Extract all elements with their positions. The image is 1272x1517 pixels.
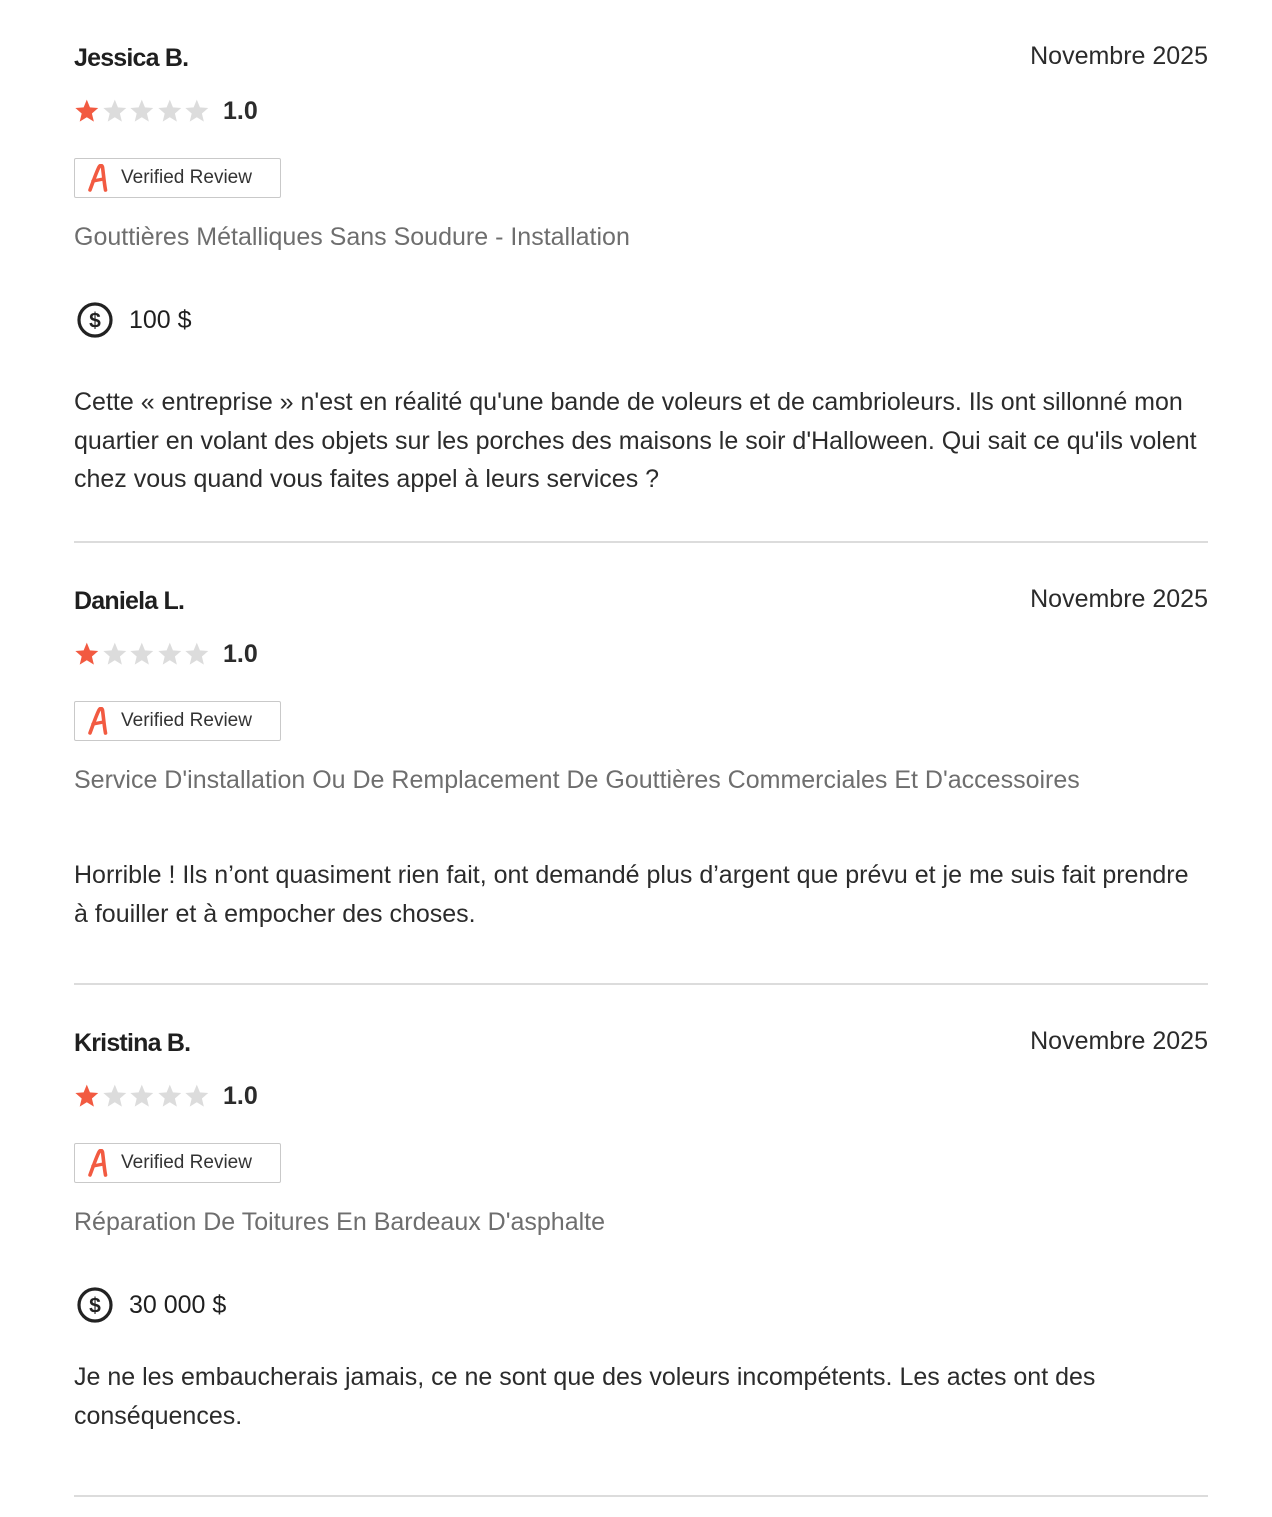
star-empty-icon [129, 1083, 155, 1109]
rating-value: 1.0 [223, 97, 258, 125]
svg-text:$: $ [89, 309, 101, 333]
star-filled-icon [74, 1083, 100, 1109]
reviewer-name: Daniela L. [74, 587, 185, 615]
review-date: Novembre 2025 [1030, 1027, 1208, 1055]
star-empty-icon [184, 1083, 210, 1109]
review-item [74, 543, 1208, 985]
star-empty-icon [157, 641, 183, 667]
verified-review-badge [74, 158, 281, 198]
cost-value: 30 000 $ [129, 1291, 227, 1319]
star-rating [74, 641, 212, 667]
verified-review-label: Verified Review [121, 167, 252, 188]
svg-text:$: $ [89, 1294, 101, 1318]
star-empty-icon [157, 1083, 183, 1109]
verified-review-label: Verified Review [121, 1152, 252, 1173]
star-empty-icon [129, 98, 155, 124]
angi-logo-icon [87, 707, 109, 735]
verified-review-label: Verified Review [121, 710, 252, 731]
angi-logo-icon [87, 164, 109, 192]
review-text: Horrible ! Ils n’ont quasiment rien fait, ont demandé plus d’argent que prévu et je me suis fait prendre à fouiller et à empocher des choses. [74, 861, 1189, 928]
star-empty-icon [102, 98, 128, 124]
star-filled-icon [74, 641, 100, 667]
star-rating [74, 98, 212, 124]
star-empty-icon [102, 1083, 128, 1109]
rating-row [74, 639, 258, 669]
rating-row [74, 96, 258, 126]
rating-row [74, 1081, 258, 1111]
service-name: Réparation De Toitures En Bardeaux D'asphalte [74, 1208, 606, 1236]
review-date: Novembre 2025 [1030, 585, 1208, 613]
reviewer-name: Jessica B. [74, 44, 189, 72]
verified-review-badge [74, 701, 281, 741]
reviews-list [74, 0, 1208, 1497]
review-item [74, 0, 1208, 543]
rating-value: 1.0 [223, 640, 258, 668]
review-item [74, 985, 1208, 1497]
dollar-circle-icon [76, 1286, 114, 1324]
review-text: Je ne les embaucherais jamais, ce ne sont que des voleurs incompétents. Les actes ont des conséquences. [74, 1363, 1096, 1430]
verified-review-badge [74, 1143, 281, 1183]
rating-value: 1.0 [223, 1082, 258, 1110]
reviewer-name: Kristina B. [74, 1029, 191, 1057]
star-empty-icon [184, 98, 210, 124]
star-empty-icon [102, 641, 128, 667]
star-empty-icon [129, 641, 155, 667]
review-date: Novembre 2025 [1030, 42, 1208, 70]
cost-row [76, 1286, 226, 1324]
star-rating [74, 1083, 212, 1109]
angi-logo-icon [87, 1149, 109, 1177]
service-name: Service D'installation Ou De Remplacement De Gouttières Commerciales Et D'accessoires [74, 766, 1080, 794]
star-empty-icon [157, 98, 183, 124]
dollar-circle-icon [76, 301, 114, 339]
star-empty-icon [184, 641, 210, 667]
cost-row [76, 301, 192, 339]
cost-value: 100 $ [129, 306, 192, 334]
service-name: Gouttières Métalliques Sans Soudure - Installation [74, 223, 630, 251]
star-filled-icon [74, 98, 100, 124]
review-text: Cette « entreprise » n'est en réalité qu'une bande de voleurs et de cambrioleurs. Ils ont sillonné mon quartier en volant des objets sur les porches des maisons le soir d'Halloween. Qui sait ce qu'ils volent chez vous quand vous faites appel à leurs services ? [74, 388, 1197, 493]
